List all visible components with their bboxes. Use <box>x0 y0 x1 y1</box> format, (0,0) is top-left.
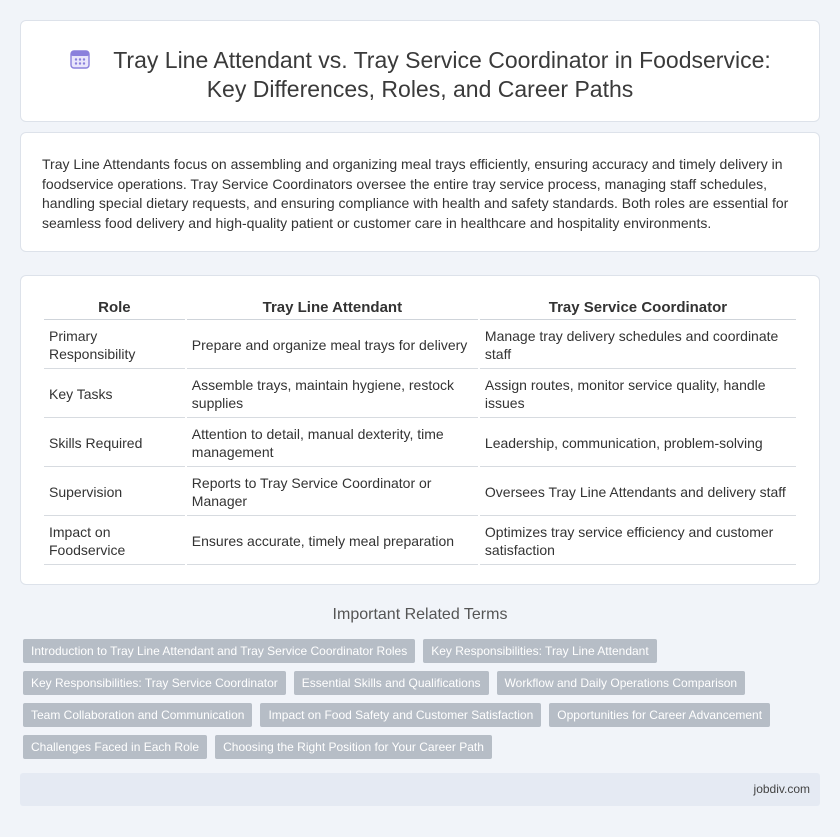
title-line-2: Key Differences, Roles, and Career Paths <box>206 76 634 102</box>
related-term-tag[interactable]: Team Collaboration and Communication <box>23 703 252 727</box>
table-cell: Reports to Tray Service Coordinator or Manager <box>187 469 478 516</box>
header-role: Role <box>44 296 185 320</box>
table-cell: Supervision <box>44 469 185 516</box>
related-term-tag[interactable]: Workflow and Daily Operations Comparison <box>497 671 746 695</box>
header-tray-line-attendant: Tray Line Attendant <box>187 296 478 320</box>
related-terms-title: Important Related Terms <box>332 606 508 623</box>
related-term-tag[interactable]: Choosing the Right Position for Your Career Path <box>215 735 492 759</box>
related-term-tag[interactable]: Key Responsibilities: Tray Service Coordinator <box>23 671 286 695</box>
table-row <box>44 420 796 467</box>
table-header-row <box>44 296 796 320</box>
related-term-tag[interactable]: Impact on Food Safety and Customer Satisfaction <box>260 703 541 727</box>
page-title <box>21 46 819 104</box>
header-card <box>20 20 820 122</box>
footer <box>20 773 820 806</box>
related-term-tag[interactable]: Introduction to Tray Line Attendant and Tray Service Coordinator Roles <box>23 639 415 663</box>
table-row <box>44 469 796 516</box>
table-cell: Assemble trays, maintain hygiene, restock supplies <box>187 371 478 418</box>
table-cell: Optimizes tray service efficiency and customer satisfaction <box>480 518 796 565</box>
table-cell: Manage tray delivery schedules and coordinate staff <box>480 322 796 369</box>
table-cell: Impact on Foodservice <box>44 518 185 565</box>
calendar-icon <box>69 48 91 70</box>
title-line-1: Tray Line Attendant vs. Tray Service Coordinator in Foodservice: <box>113 47 771 73</box>
table-cell: Ensures accurate, timely meal preparation <box>187 518 478 565</box>
table-cell: Prepare and organize meal trays for delivery <box>187 322 478 369</box>
related-term-tag[interactable]: Challenges Faced in Each Role <box>23 735 207 759</box>
header-tray-service-coordinator: Tray Service Coordinator <box>480 296 796 320</box>
table-cell: Skills Required <box>44 420 185 467</box>
table-cell: Oversees Tray Line Attendants and delivery staff <box>480 469 796 516</box>
related-term-tag[interactable]: Essential Skills and Qualifications <box>294 671 489 695</box>
table-row <box>44 371 796 418</box>
table-row <box>44 518 796 565</box>
table-cell: Primary Responsibility <box>44 322 185 369</box>
related-term-tag[interactable]: Key Responsibilities: Tray Line Attendant <box>423 639 656 663</box>
footer-site-link[interactable]: jobdiv.com <box>753 782 810 796</box>
comparison-table <box>42 294 798 567</box>
intro-card <box>20 132 820 252</box>
related-terms-tags <box>23 639 813 767</box>
table-cell: Attention to detail, manual dexterity, time management <box>187 420 478 467</box>
table-row <box>44 322 796 369</box>
related-term-tag[interactable]: Opportunities for Career Advancement <box>549 703 770 727</box>
intro-paragraph: Tray Line Attendants focus on assembling and organizing meal trays efficiently, ensuring accuracy and timely delivery in foodservice operations. Tray Service Coordinators oversee the entire tray service process, managing staff schedules, handling special dietary requests, and ensuring compliance with health and safety standards. Both roles are essential for seamless food delivery and high-quality patient or customer care in healthcare and hospitality environments. <box>42 156 789 231</box>
comparison-table-card <box>20 275 820 585</box>
table-cell: Leadership, communication, problem-solving <box>480 420 796 467</box>
table-cell: Key Tasks <box>44 371 185 418</box>
table-cell: Assign routes, monitor service quality, handle issues <box>480 371 796 418</box>
